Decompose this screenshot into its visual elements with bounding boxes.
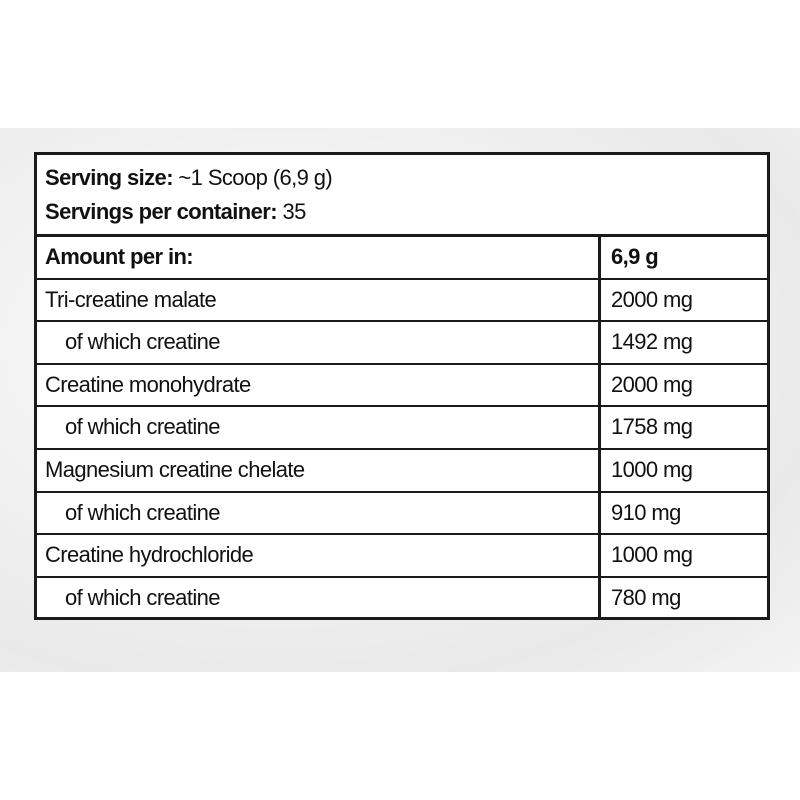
ingredient-amount: 1000 mg xyxy=(611,456,693,482)
ingredient-amount: 1758 mg xyxy=(611,414,693,440)
servings-per-container-line xyxy=(45,195,767,229)
ingredient-name: of which creatine xyxy=(37,493,601,534)
ingredient-amount: 1000 mg xyxy=(611,542,693,568)
serving-info xyxy=(37,155,767,237)
table-row xyxy=(37,365,767,408)
table-row xyxy=(37,493,767,536)
table-row xyxy=(37,535,767,578)
serving-size-line xyxy=(45,161,767,195)
table-row xyxy=(37,407,767,450)
amount-table xyxy=(37,237,767,620)
servings-per-container-value: 35 xyxy=(276,199,306,224)
ingredient-name: Creatine monohydrate xyxy=(37,365,601,406)
header-value: 6,9 g xyxy=(611,244,659,269)
ingredient-name: of which creatine xyxy=(37,578,601,621)
ingredient-amount: 780 mg xyxy=(611,584,681,610)
servings-per-container-label: Servings per container: xyxy=(45,199,277,224)
table-row xyxy=(37,450,767,493)
ingredient-name: of which creatine xyxy=(37,407,601,448)
ingredient-amount: 2000 mg xyxy=(611,286,693,312)
serving-size-label: Serving size: xyxy=(45,165,173,190)
ingredient-name: of which creatine xyxy=(37,322,601,363)
serving-size-value: ~1 Scoop (6,9 g) xyxy=(172,165,333,190)
ingredient-name: Magnesium creatine chelate xyxy=(37,450,601,491)
nutrition-panel xyxy=(34,152,770,620)
ingredient-amount: 910 mg xyxy=(611,499,681,525)
table-row xyxy=(37,322,767,365)
ingredient-amount: 2000 mg xyxy=(611,371,693,397)
table-header-row xyxy=(37,237,767,280)
header-name: Amount per in: xyxy=(37,237,601,278)
table-row xyxy=(37,280,767,323)
ingredient-amount: 1492 mg xyxy=(611,329,693,355)
ingredient-name: Creatine hydrochloride xyxy=(37,535,601,576)
table-row xyxy=(37,578,767,621)
ingredient-name: Tri-creatine malate xyxy=(37,280,601,321)
